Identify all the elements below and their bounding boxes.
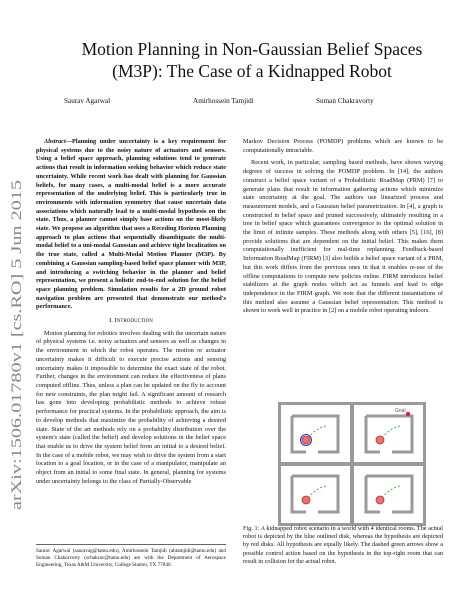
hypothesis-disk-4 <box>376 496 384 504</box>
section-heading-introduction: I. Introduction <box>109 317 153 325</box>
abstract-text: —Planning under uncertainty is a key requirement for physical systems due to the noisy nature of actuators and sensors. Using a belief space approach, planning solutions tend to generate actions that result in information seeking behavior which reduce state uncertainty. While recent work has dealt with planning for Gaussian beliefs, for many cases, a multi-modal belief is a more accurate representation of the underlying belief. This is particularly true in environments with information symmetry that cause uncertain data associations which naturally lead to a multi-modal hypothesis on the state. Thus, a planner cannot simply base actions on the most-likely state. We propose an algorithm that uses a Receding Horizon Planning approach to plan actions that sequentially disambiguate the multi-modal belief to a uni-modal Gaussian and achieve tight localization on the true state, called a Multi-Modal Motion Planner (M3P). By combining a Gaussian sampling-based belief space planner with M3P, and introducing a switching behavior in the planner and belief representation, we present a holistic end-to-end solution for the belief space planning problem. Simulation results for a 2D ground robot navigation problem are presented that demonstrate our method's performance. <box>36 138 226 311</box>
right-paragraph-1: Markov Decision Process (POMDP) problems which are known to be computationally intractable. <box>243 138 443 154</box>
abstract-label: Abstract <box>44 138 66 145</box>
figure-caption: Fig. 1: A kidnapped robot scenario in a world with 4 identical rooms. The actual robot is depicted by the blue outlined disk, whereas the hypothesis are depicted by red disks. All hypothesis are equally likely. The dashed green arrows show a possible control action based on the hypothesis in the top-right room that can result in collision for the actual robot. <box>243 525 443 565</box>
left-column <box>36 138 226 490</box>
title-line-2: (M3P): The Case of a Kidnapped Robot <box>112 61 392 81</box>
author-footnote: Saurav Agarwal (sauravag@tamu.edu), Amirhossein Tamjidi (ahtamjidi@tamu.edu) and Suman Chakravorty (schakrav@tamu.edu) are with the Department of Aerospace Engineering, Texas A&M University, College Station, TX 77840. <box>36 544 226 568</box>
intro-paragraph: Motion planning for robotics involves dealing with the uncertain nature of physical systems i.e. noisy actuators and sensors as well as changes in the environment in which the robot operates. The motion or actuator uncertainty makes it difficult to execute precise actions and sensing uncertainty makes it impossible to determine the exact state of the robot. Further, changes in the environment can reduce the effectiveness of plans computed offline. Thus, unless a plan can be updated on the fly to account for new constraints, the plan might fail. A significant amount of research has gone into developing probabilistic methods to achieve robust performance for practical systems. In the probabilistic approach, the aim is to develop methods that maximize the probability of achieving a desired state. State of the art methods rely on a probability distribution over the system's state (called the belief) and develop solutions in the belief space that enable us to drive the system belief from an initial to a desired belief. In the case of a mobile robot, we may wish to drive the system from a start location to a goal location, or in the case of a manipulator, manipulate an object from an initial to some final state. In general, planning for systems under uncertainty belongs to the class of Partially-Observable <box>36 329 226 485</box>
arxiv-stamp-text: arXiv:1506.01780v1 [cs.RO] 5 Jun 2015 <box>9 273 25 510</box>
abstract <box>36 138 226 312</box>
hypothesis-disk-3 <box>302 496 310 504</box>
goal-label: Goal <box>395 408 406 414</box>
goal-marker <box>406 412 410 416</box>
right-paragraph-2: Recent work, in particular, sampling based methods, have shown varying degrees of success in solving the POMDP problem. In [14], the authors construct a belief space variant of a Probabilistic RoadMap (PRM) [7] to generate plans that result in information gathering actions which minimize state uncertainty at the goal. The authors use linearized process and measurement models, and a Gaussian belief parametrization. In [4], a graph is constructed in belief space and pruned successively, ultimately resulting in a tree in belief space which guarantees convergence to the optimal solution in the limit of infinite samples. These methods along with others [5], [16], [8] provide solutions that are dependent on the initial belief. This makes them computationally inefficient for real-time replanning. Feedback-based Information RoadMap (FIRM) [3] also builds a belief space variant of a PRM, but this work differs from the previous ones in that it enables re-use of the offline computations to compute new policies online. FIRM introduces belief stabilizers at the graph nodes which act as funnels and lead to edge independence in the FIRM graph. We note that the different instantiations of this method also assume a Gaussian belief representation. This method is shown to work well in practice in [2] on a mobile robot operating indoors. <box>243 159 443 315</box>
hypothesis-disk-2 <box>376 436 384 444</box>
figure-map-svg <box>278 402 426 526</box>
figure-kidnapped-robot <box>278 402 426 526</box>
author-3: Suman Chakravorty <box>316 97 374 105</box>
author-1: Saurav Agarwal <box>64 97 111 105</box>
paper-title <box>40 38 464 82</box>
hypothesis-disk-1 <box>302 436 310 444</box>
author-2: Amirhossein Tamjidi <box>193 97 254 105</box>
arxiv-stamp <box>6 178 28 510</box>
arxiv-stamp-svg <box>6 178 28 510</box>
right-column <box>243 138 443 320</box>
title-line-1: Motion Planning in Non-Gaussian Belief Spaces <box>81 39 423 59</box>
